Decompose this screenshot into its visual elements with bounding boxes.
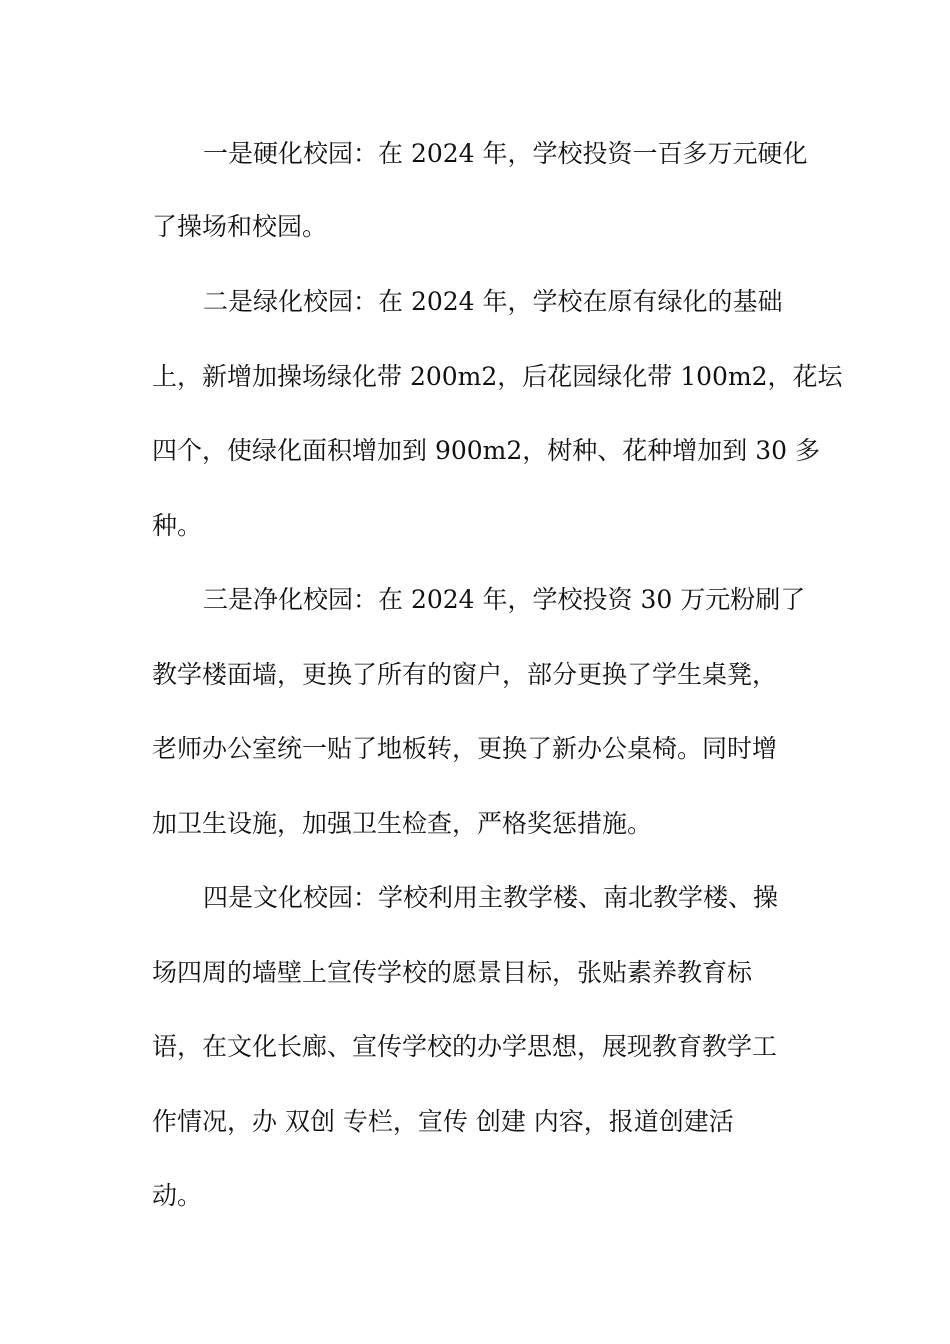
paragraph-4-line-3: 语，在文化长廊、宣传学校的办学思想，展现教育教学工 (152, 1032, 778, 1061)
paragraph-3-line-2: 教学楼面墙，更换了所有的窗户，部分更换了学生桌凳， (152, 660, 778, 689)
paragraph-4-line-1: 四是文化校园：学校利用主教学楼、南北教学楼、操 (203, 883, 779, 912)
paragraph-3-line-1: 三是净化校园：在 2024 年，学校投资 30 万元粉刷了 (203, 585, 806, 614)
paragraph-3-line-3: 老师办公室统一贴了地板转，更换了新办公桌椅。同时增 (152, 734, 778, 763)
paragraph-4-line-4: 作情况，办 双创 专栏，宣传 创建 内容，报道创建活 (152, 1107, 734, 1136)
paragraph-1-line-1: 一是硬化校园：在 2024 年，学校投资一百多万元硬化 (203, 139, 808, 168)
paragraph-2-line-1: 二是绿化校园：在 2024 年，学校在原有绿化的基础 (203, 287, 783, 316)
paragraph-2-line-3: 四个，使绿化面积增加到 900m2，树种、花种增加到 30 多 (152, 436, 820, 465)
paragraph-4-line-2: 场四周的墙壁上宣传学校的愿景目标，张贴素养教育标 (152, 958, 753, 987)
paragraph-4-line-5: 动。 (152, 1181, 203, 1210)
paragraph-1-line-2: 了操场和校园。 (152, 212, 328, 241)
paragraph-3-line-4: 加卫生设施，加强卫生检查，严格奖惩措施。 (152, 809, 653, 838)
paragraph-2-line-4: 种。 (152, 511, 203, 540)
paragraph-2-line-2: 上，新增加操场绿化带 200m2，后花园绿化带 100m2，花坛 (152, 362, 843, 391)
